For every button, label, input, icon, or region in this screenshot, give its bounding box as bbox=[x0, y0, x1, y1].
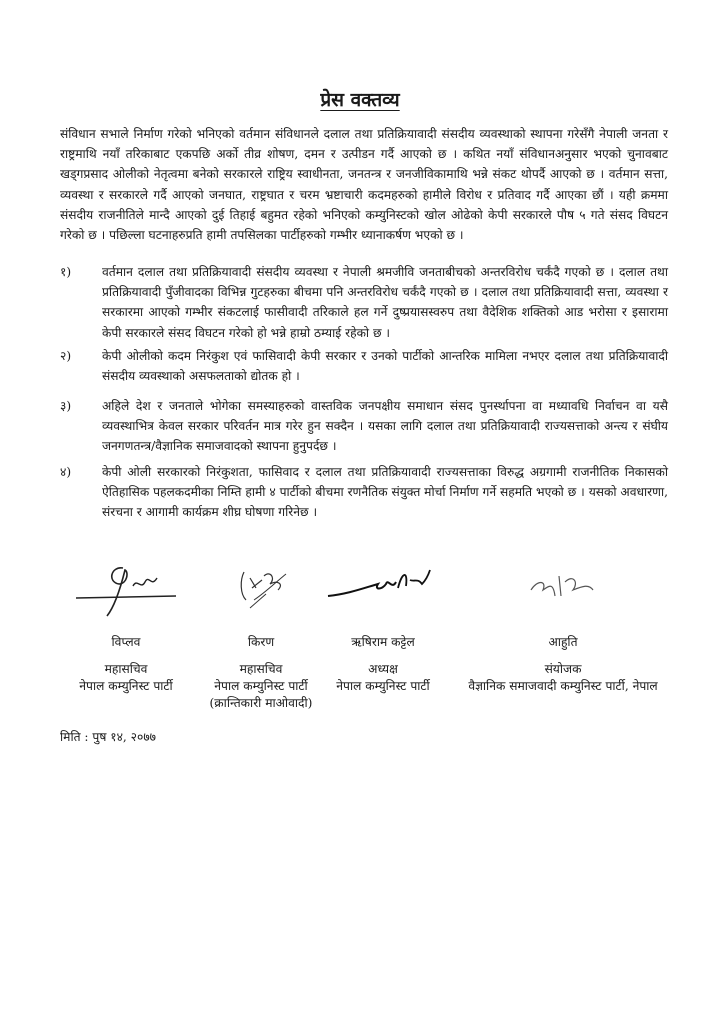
signatory-role: महासचिव bbox=[104, 662, 148, 676]
point-text: अहिले देश र जनताले भोगेका समस्याहरुको वास्तविक जनपक्षीय समाधान संसद पुनर्स्थापना वा मध्यावधि निर्वाचन वा यसै व्यवस्थाभित्र केवल सरकार परिवर्तन मात्र गरेर हुन सक्दैन । यसका लागि दलाल तथा प्रतिक्रियावादी राज्यसत्ताको अन्त्य र संघीय जनगणतन्त्र/वैज्ञानिक समाजवादको स्थापना हुनुपर्दछ । bbox=[102, 399, 668, 454]
handwritten-signature-icon bbox=[318, 560, 448, 622]
signatory-party: वैज्ञानिक समाजवादी कम्युनिस्ट पार्टी, नेपाल bbox=[468, 679, 658, 693]
point-number: ४) bbox=[60, 465, 72, 479]
point-item bbox=[60, 346, 668, 386]
point-number: ३) bbox=[60, 399, 72, 413]
signatory-role: संयोजक bbox=[544, 662, 582, 676]
point-text: केपी ओली सरकारको निरंकुशता, फासिवाद र दलाल तथा प्रतिक्रियावादी राज्यसत्ताका विरुद्ध अग्रगामी राजनीतिक निकासको ऐतिहासिक पहलकदमीका निम्ति हामी ४ पार्टीको बीचमा रणनैतिक संयुक्त मोर्चा निर्माण गर्ने सहमति भएको छ । यसको अवधारणा, संरचना र आगामी कार्यक्रम शीघ्र घोषणा गरिनेछ । bbox=[102, 465, 668, 520]
signatory bbox=[448, 560, 678, 695]
signatory-party-extra: (क्रान्तिकारी माओवादी) bbox=[209, 696, 313, 710]
signatory-party: नेपाल कम्युनिस्ट पार्टी bbox=[336, 679, 430, 693]
handwritten-signature-icon bbox=[206, 560, 316, 622]
signatures-block bbox=[0, 560, 720, 710]
point-text: केपी ओलीको कदम निरंकुश एवं फासिवादी केपी सरकार र उनको पार्टीको आन्तरिक मामिला नभएर दलाल तथा प्रतिक्रियावादी संसदीय व्यवस्थाको असफलताको द्योतक हो । bbox=[102, 349, 668, 384]
handwritten-signature-icon bbox=[71, 560, 181, 622]
signatory-name: ऋषिराम कट्टेल bbox=[351, 635, 415, 649]
point-number: १) bbox=[60, 265, 72, 279]
signatory-role: महासचिव bbox=[239, 662, 283, 676]
document-title bbox=[0, 86, 720, 112]
signatory-name: विप्लव bbox=[111, 635, 141, 649]
signatory-name: किरण bbox=[247, 635, 275, 649]
title-text: प्रेस वक्तव्य bbox=[320, 89, 400, 111]
signatory bbox=[186, 560, 336, 712]
signatory bbox=[56, 560, 196, 695]
handwritten-signature-icon bbox=[503, 560, 623, 622]
intro-paragraph: संविधान सभाले निर्माण गरेको भनिएको वर्तमान संविधानले दलाल तथा प्रतिक्रियावादी संसदीय व्यवस्थाको स्थापना गरेसँगै नेपाली जनता र राष्ट्रमाथि नयाँ तरिकाबाट एकपछि अर्को तीव्र शोषण, दमन र उत्पीडन गर्दै आएको छ । कथित नयाँ संविधानअनुसार भएको चुनावबाट खड्गप्रसाद ओलीको नेतृत्वमा बनेको सरकारले राष्ट्रिय स्वाधीनता, जनतन्त्र र जनजीविकामाथि भन्ने संकट थोपर्दै आएको छ । वर्तमान सत्ता, व्यवस्था र सरकारले गर्दै आएको जनघात, राष्ट्रघात र चरम भ्रष्टाचारी कदमहरुको हामीले विरोध र प्रतिवाद गर्दै आएका छौं । यही क्रममा संसदीय राजनीतिले मान्दै आएको दुई तिहाई बहुमत रहेको भनिएको कम्युनिस्टको खोल ओढेको केपी सरकारले पौष ५ गते संसद विघटन गरेको छ । पछिल्ला घटनाहरुप्रति हामी तपसिलका पार्टीहरुको गम्भीर ध्यानाकर्षण भएको छ । bbox=[60, 127, 668, 243]
point-text: वर्तमान दलाल तथा प्रतिक्रियावादी संसदीय व्यवस्था र नेपाली श्रमजीवि जनताबीचको अन्तरविरोध चर्कंदै गएको छ । दलाल तथा प्रतिक्रियावादी पुँजीवादका विभिन्न गुटहरुका बीचमा पनि अन्तरविरोध चर्कंदै गएको छ । दलाल तथा प्रतिक्रियावादी सत्ता, व्यवस्था र सरकारमा आएको गम्भीर संकटलाई फासीवादी तरिकाले हल गर्ने दुष्प्रयासस्वरुप तथा वैदेशिक शक्तिको आड भरोसा र इसारामा केपी सरकारले संसद विघटन गरेको हो भन्ने हाम्रो ठम्याई रहेको छ । bbox=[102, 265, 668, 340]
signatory-name: आहुति bbox=[548, 635, 578, 649]
document-date: मिति : पुष १४, २०७७ bbox=[60, 730, 157, 744]
signatory-party: नेपाल कम्युनिस्ट पार्टी bbox=[79, 679, 173, 693]
point-item bbox=[60, 262, 668, 343]
signatory bbox=[318, 560, 448, 695]
signatory-role: अध्यक्ष bbox=[368, 662, 398, 676]
point-number: २) bbox=[60, 349, 72, 363]
signatory-party: नेपाल कम्युनिस्ट पार्टी bbox=[214, 679, 308, 693]
point-item bbox=[60, 396, 668, 457]
point-item bbox=[60, 462, 668, 523]
